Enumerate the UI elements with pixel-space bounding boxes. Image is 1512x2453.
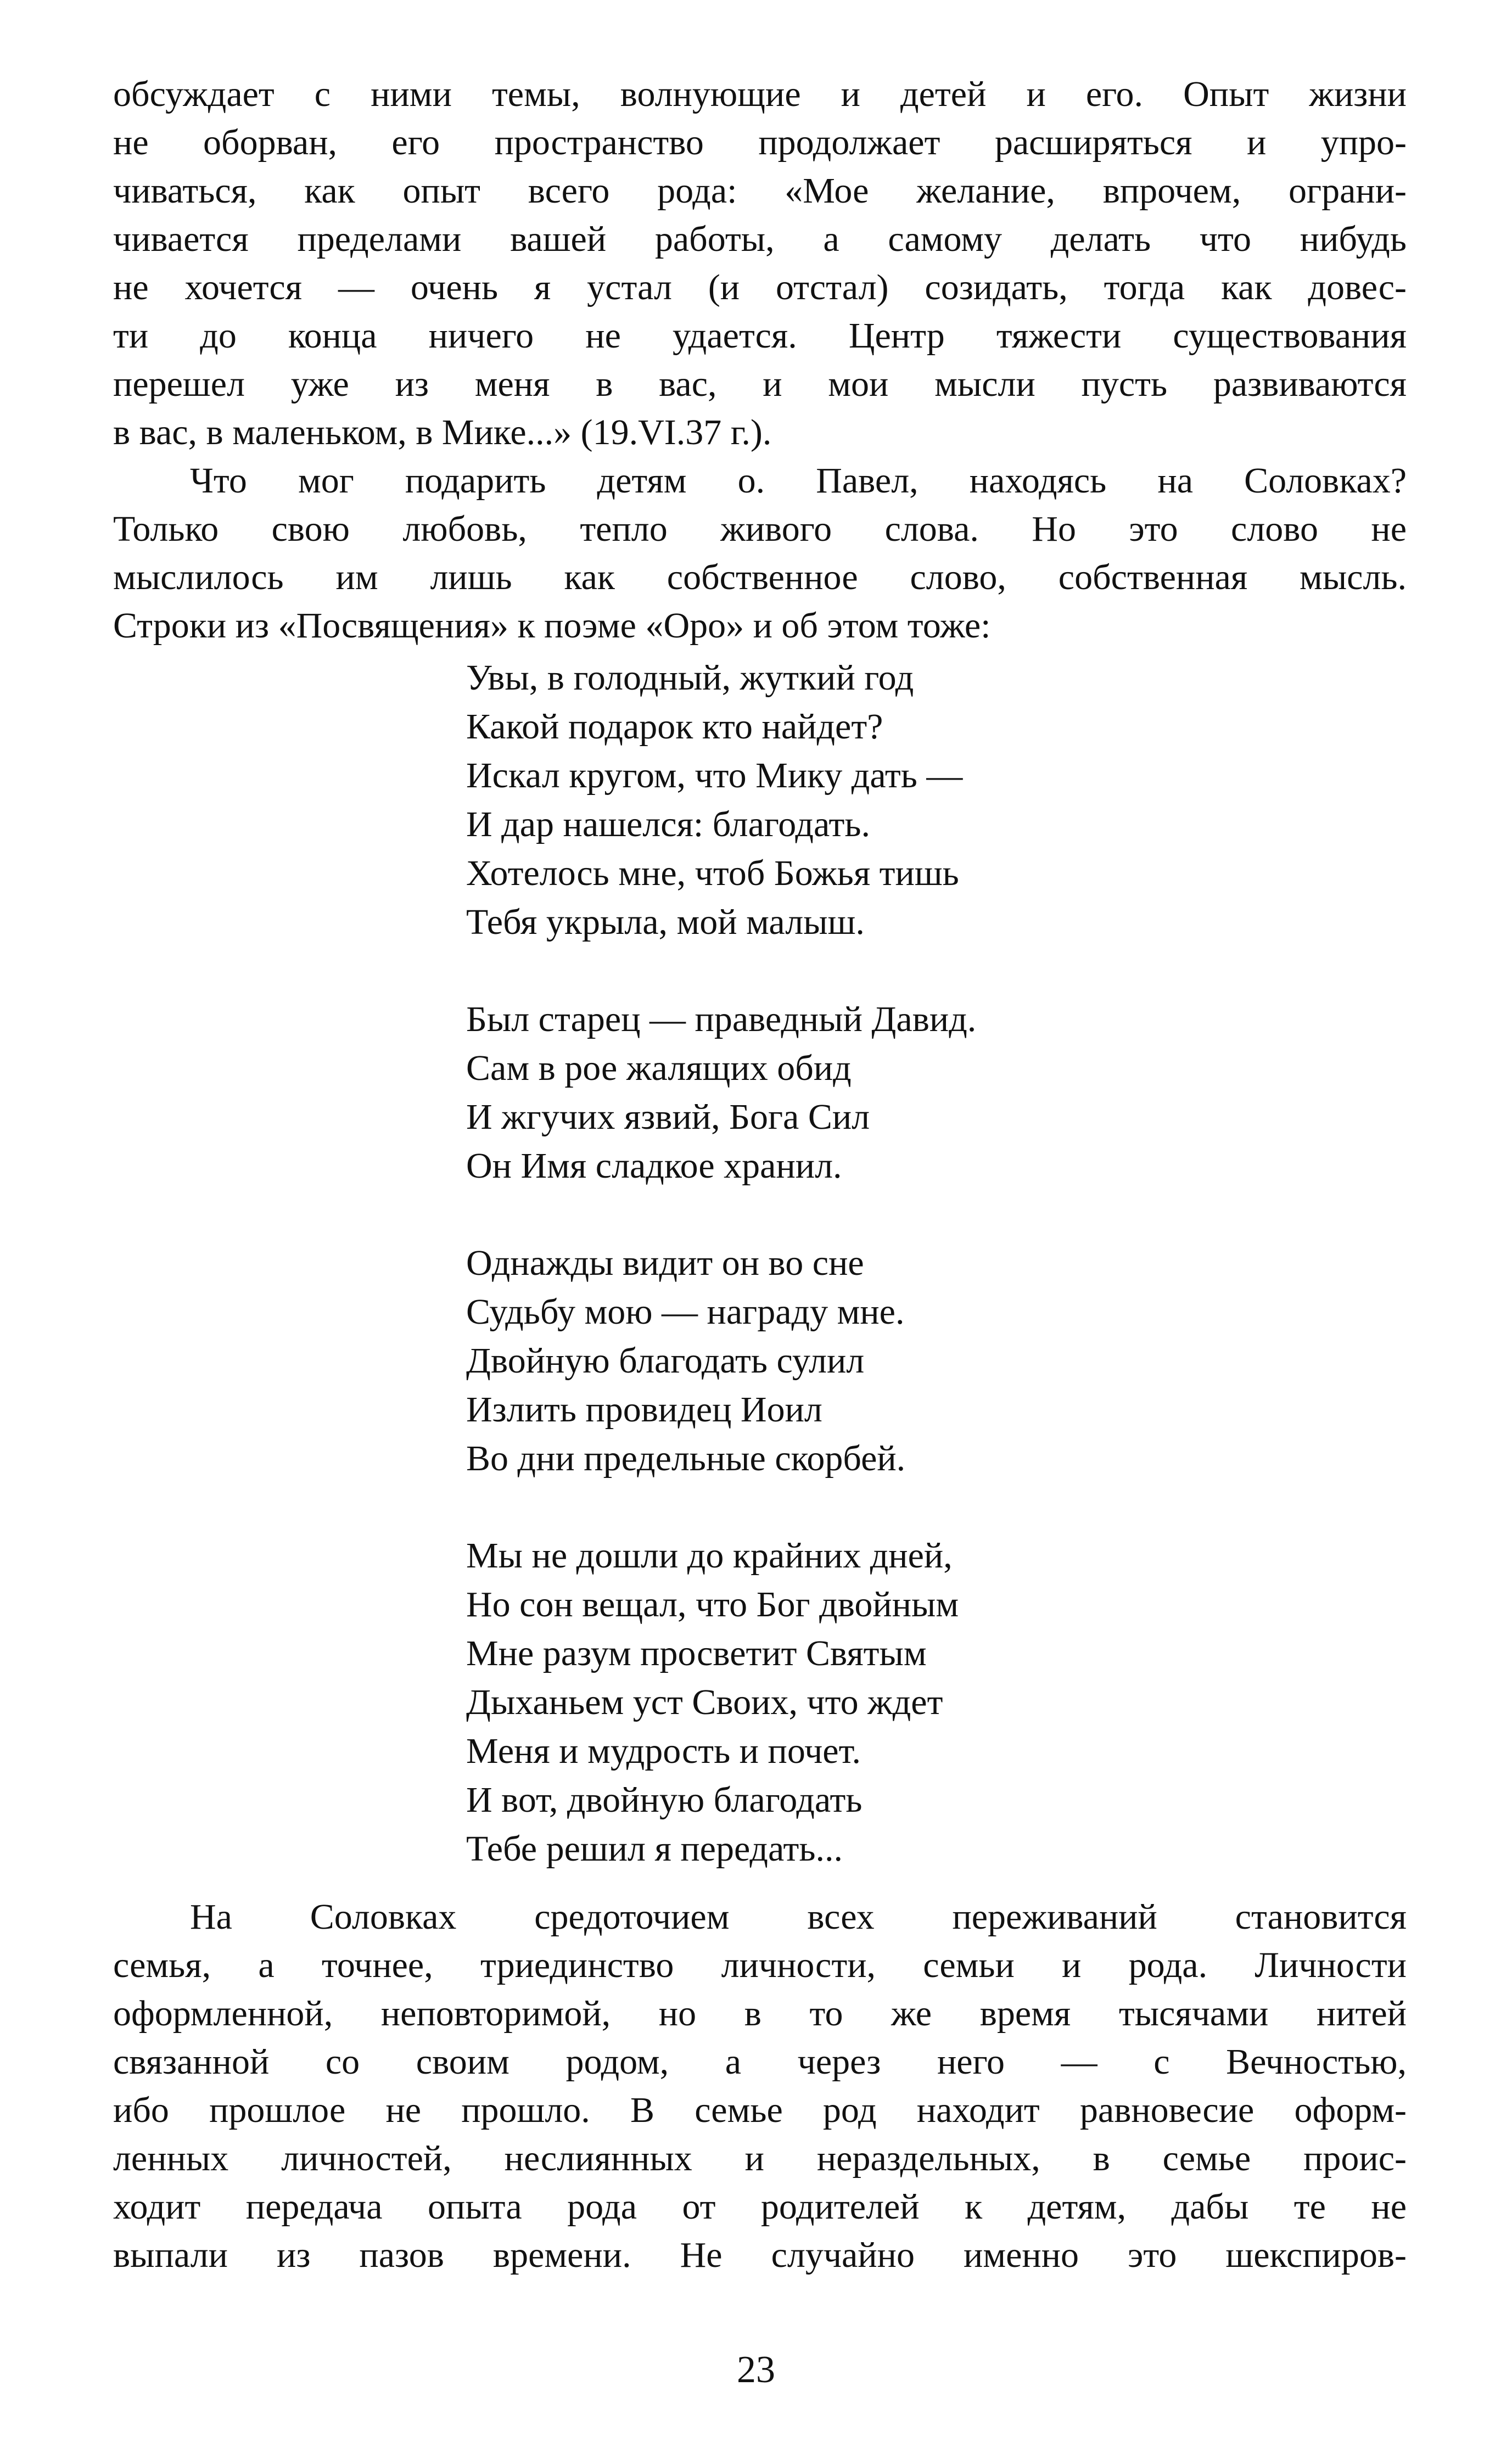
- poem-line: Двойную благодать сулил: [466, 1341, 865, 1381]
- paragraph-3: [113, 1893, 1407, 2280]
- poem-line: И вот, двойную благодать: [466, 1780, 863, 1820]
- poem-stanza-2: [466, 995, 1407, 1190]
- poem-line: Дыханьем уст Своих, что ждет: [466, 1682, 943, 1722]
- text-line: перешел уже из меня в вас, и мои мысли пусть развиваются: [113, 364, 1407, 404]
- stanza-gap: [466, 947, 1407, 995]
- stanza-gap: [466, 1483, 1407, 1531]
- text-line: обсуждает с ними темы, волнующие и детей и его. Опыт жизни: [113, 74, 1407, 114]
- stanza-gap: [466, 1190, 1407, 1239]
- text-line: На Соловках средоточием всех переживаний становится: [190, 1897, 1407, 1937]
- text-line: семья, а точнее, триединство личности, семьи и рода. Личности: [113, 1945, 1407, 1985]
- text-line: в вас, в маленьком, в Мике...» (19.VI.37 г.).: [113, 412, 772, 452]
- poem-line: Но сон вещал, что Бог двойным: [466, 1584, 959, 1625]
- poem-line: Меня и мудрость и почет.: [466, 1731, 861, 1771]
- paragraph-1: [113, 70, 1407, 457]
- text-line: Что мог подарить детям о. Павел, находясь на Соловках?: [190, 461, 1407, 501]
- poem-line: Тебя укрыла, мой малыш.: [466, 902, 865, 942]
- text-line: Только свою любовь, тепло живого слова. Но это слово не: [113, 509, 1407, 549]
- text-line: мыслилось им лишь как собственное слово, собственная мысль.: [113, 557, 1407, 597]
- poem-line: Излить провидец Иоил: [466, 1390, 822, 1430]
- poem-line: Тебе решил я передать...: [466, 1829, 843, 1869]
- poem-line: Он Имя сладкое хранил.: [466, 1146, 842, 1186]
- text-line: не хочется — очень я устал (и отстал) созидать, тогда как довес-: [113, 267, 1407, 307]
- poem-line: И дар нашелся: благодать.: [466, 804, 870, 844]
- text-line: связанной со своим родом, а через него — с Вечностью,: [113, 2042, 1407, 2082]
- page-body: [113, 70, 1407, 2280]
- poem-line: Какой подарок кто найдет?: [466, 707, 883, 747]
- page-number: 23: [737, 2349, 775, 2391]
- poem-line: И жгучих язвий, Бога Сил: [466, 1097, 870, 1137]
- text-line: чивается пределами вашей работы, а самому делать что нибудь: [113, 219, 1407, 259]
- poem-line: Увы, в голодный, жуткий год: [466, 658, 914, 698]
- text-line: ти до конца ничего не удается. Центр тяжести существования: [113, 316, 1407, 356]
- text-line: не оборван, его пространство продолжает расширяться и упро-: [113, 122, 1407, 163]
- text-line: ленных личностей, неслиянных и нераздельных, в семье проис-: [113, 2138, 1407, 2178]
- poem-stanza-3: [466, 1239, 1407, 1483]
- text-line: оформленной, неповторимой, но в то же время тысячами нитей: [113, 1993, 1407, 2034]
- poem-line: Был старец — праведный Давид.: [466, 999, 977, 1039]
- poem: [466, 653, 1407, 1873]
- poem-line: Мы не дошли до крайних дней,: [466, 1536, 953, 1576]
- poem-stanza-4: [466, 1531, 1407, 1873]
- poem-line: Искал кругом, что Мику дать —: [466, 755, 963, 796]
- text-line: чиваться, как опыт всего рода: «Мое желание, впрочем, ограни-: [113, 171, 1407, 211]
- poem-line: Сам в рое жалящих обид: [466, 1048, 852, 1088]
- text-line: ходит передача опыта рода от родителей к детям, дабы те не: [113, 2187, 1407, 2227]
- text-line: ибо прошлое не прошло. В семье род находит равновесие оформ-: [113, 2090, 1407, 2130]
- poem-line: Мне разум просветит Святым: [466, 1633, 927, 1673]
- poem-line: Хотелось мне, чтоб Божья тишь: [466, 853, 959, 893]
- poem-line: Судьбу мою — награду мне.: [466, 1292, 905, 1332]
- text-line: Строки из «Посвящения» к поэме «Оро» и об этом тоже:: [113, 606, 991, 646]
- text-line: выпали из пазов времени. Не случайно именно это шекспиров-: [113, 2235, 1407, 2275]
- poem-stanza-1: [466, 653, 1407, 947]
- poem-line: Во дни предельные скорбей.: [466, 1438, 906, 1478]
- paragraph-2: [113, 457, 1407, 650]
- poem-line: Однажды видит он во сне: [466, 1243, 864, 1283]
